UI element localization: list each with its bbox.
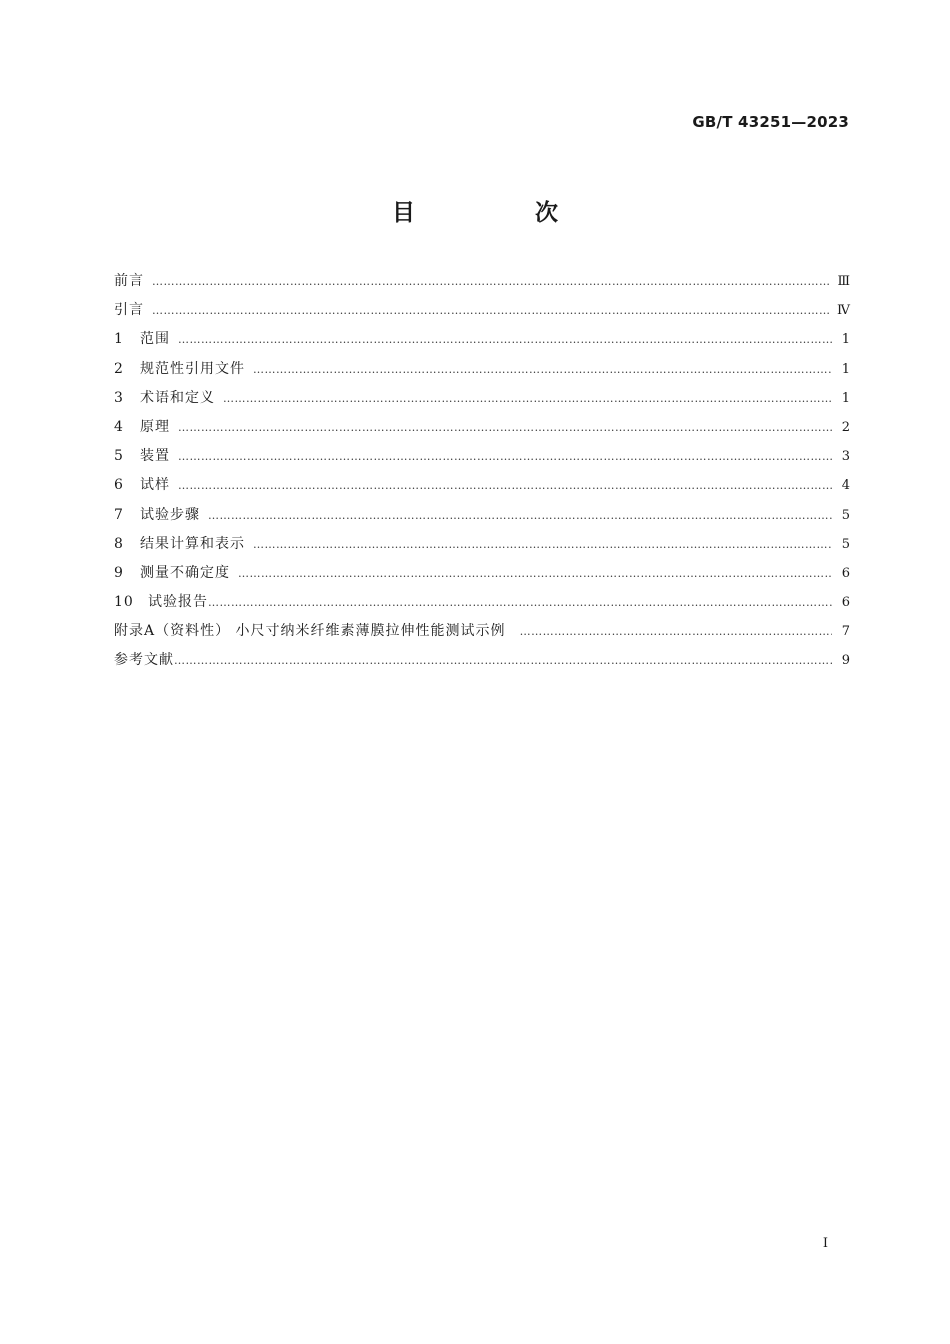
toc-entry-label: 附录A（资料性） 小尺寸纳米纤维素薄膜拉伸性能测试示例	[114, 623, 506, 640]
standard-number: GB/T 43251—2023	[692, 113, 849, 131]
toc-entry-number: 6	[114, 477, 124, 494]
toc-entry-label: 试验步骤	[140, 506, 200, 523]
toc-entry-label: 引言	[114, 302, 144, 319]
toc-entry-page: Ⅲ	[837, 274, 850, 289]
toc-entry-page: 6	[841, 565, 850, 581]
toc-entry-foreword[interactable]	[114, 270, 850, 299]
toc-entry-9[interactable]	[114, 562, 850, 591]
toc-entry-page: 4	[841, 478, 850, 494]
toc-leader-dots	[178, 450, 832, 463]
toc-leader-dots	[208, 596, 832, 609]
table-of-contents	[114, 270, 850, 679]
toc-entry-page: 5	[841, 507, 850, 523]
toc-leader-dots	[178, 479, 832, 492]
toc-entry-page: 7	[841, 624, 850, 640]
toc-entry-number: 9	[114, 564, 124, 581]
toc-entry-8[interactable]	[114, 533, 850, 562]
toc-leader-dots	[223, 392, 832, 405]
toc-entry-label: 原理	[140, 418, 170, 435]
toc-entry-label: 试验报告	[148, 594, 208, 611]
toc-entry-label: 规范性引用文件	[140, 360, 245, 377]
toc-leader-dots	[208, 509, 832, 522]
toc-entry-1[interactable]	[114, 328, 850, 357]
toc-entry-label: 范围	[140, 331, 170, 348]
toc-entry-label: 结果计算和表示	[140, 535, 245, 552]
toc-entry-2[interactable]	[114, 358, 850, 387]
toc-entry-page: 1	[841, 332, 850, 348]
toc-leader-dots	[174, 654, 832, 667]
toc-leader-dots	[520, 625, 832, 638]
toc-entry-page: Ⅳ	[837, 303, 850, 319]
toc-leader-dots	[178, 421, 832, 434]
toc-entry-label: 术语和定义	[140, 389, 215, 406]
toc-entry-4[interactable]	[114, 416, 850, 445]
toc-entry-label: 参考文献	[114, 652, 174, 669]
toc-entry-page: 3	[841, 449, 850, 465]
toc-entry-number: 2	[114, 360, 124, 377]
toc-leader-dots	[253, 363, 832, 376]
toc-entry-page: 5	[841, 536, 850, 552]
toc-entry-3[interactable]	[114, 387, 850, 416]
toc-entry-number: 8	[114, 535, 124, 552]
toc-entry-number: 3	[114, 389, 124, 406]
toc-entry-page: 6	[841, 595, 850, 611]
toc-leader-dots	[152, 275, 831, 288]
toc-entry-10[interactable]	[114, 591, 850, 620]
page-number: Ⅰ	[822, 1236, 828, 1251]
toc-entry-page: 1	[841, 390, 850, 406]
toc-entry-annex-a[interactable]	[114, 620, 850, 649]
toc-leader-dots	[178, 333, 832, 346]
toc-entry-page: 9	[841, 653, 850, 669]
toc-entry-page: 1	[841, 361, 850, 377]
toc-entry-6[interactable]	[114, 474, 850, 503]
toc-leader-dots	[253, 538, 832, 551]
toc-entry-number: 4	[114, 418, 124, 435]
toc-entry-5[interactable]	[114, 445, 850, 474]
toc-entry-number: 5	[114, 448, 124, 465]
page-title: 目 次	[391, 200, 614, 226]
toc-entry-label: 测量不确定度	[140, 564, 230, 581]
toc-entry-number: 10	[114, 594, 134, 611]
toc-entry-label: 装置	[140, 448, 170, 465]
toc-entry-number: 1	[114, 331, 124, 348]
toc-entry-bibliography[interactable]	[114, 649, 850, 678]
toc-entry-label: 试样	[140, 477, 170, 494]
toc-entry-7[interactable]	[114, 504, 850, 533]
toc-leader-dots	[238, 567, 832, 580]
toc-entry-introduction[interactable]	[114, 299, 850, 328]
toc-entry-page: 2	[841, 419, 850, 435]
toc-entry-number: 7	[114, 506, 124, 523]
toc-entry-label: 前言	[114, 273, 144, 289]
toc-leader-dots	[152, 304, 831, 317]
